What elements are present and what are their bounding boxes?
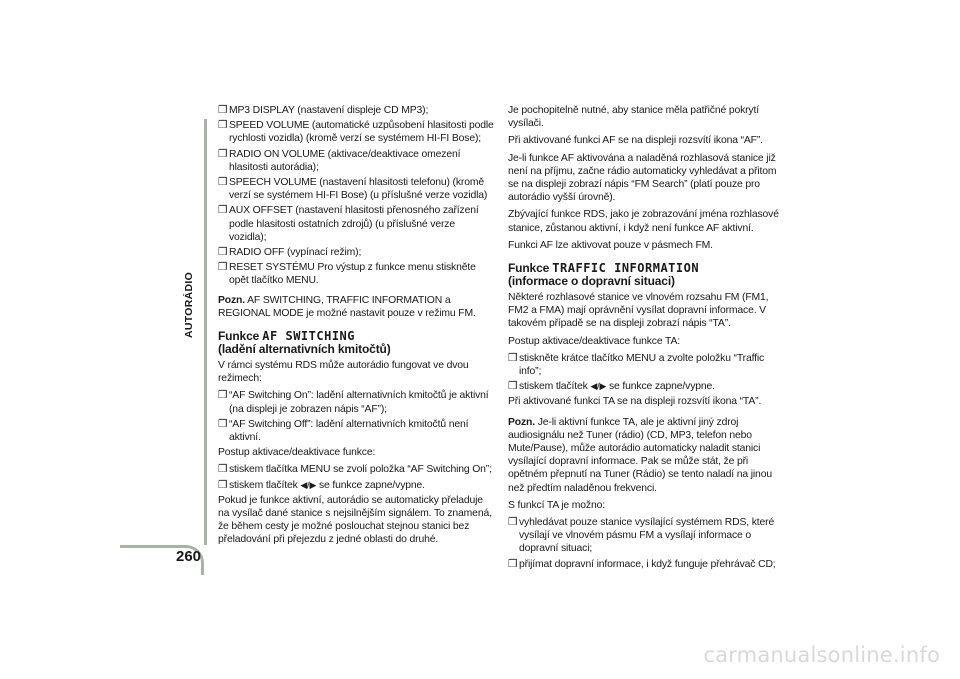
list-item: ❒ stiskněte krátce tlačítko MENU a zvolte položku “Traffic info”; xyxy=(508,352,765,378)
list-item: ❒ přijímat dopravní informace, i když funguje přehrávač CD; xyxy=(508,558,776,570)
watermark: carmanualsonline.info xyxy=(703,643,940,667)
right-column xyxy=(508,104,784,573)
note-paragraph: Pozn. Je-li aktivní funkce TA, ale je aktivní jiný zdroj audiosignálu než Tuner (rádio) (CD, MP3, telefon nebo Mute/Pause), může autorádio automaticky naladit stanici vysílající dopravní informace. Pak se může stát, že při opětném přepnutí na Tuner (Rádio) se tento naladí na jinou než předtím naladěnou frekvenci. xyxy=(508,416,772,494)
checkbox-bullet-icon: ❒ xyxy=(508,558,518,570)
paragraph: Je-li funkce AF aktivována a naladěná rozhlasová stanice již není na příjmu, začne rádio automaticky vyhledávat a přitom se na displeji zobrazí nápis “FM Search” (platí pouze pro autorádio vyšší úrovně). xyxy=(508,152,777,204)
checkbox-bullet-icon: ❒ xyxy=(218,205,228,217)
list-item: ❒ RESET SYSTÉMU Pro výstup z funkce menu stiskněte opět tlačítko MENU. xyxy=(218,262,476,287)
checkbox-bullet-icon: ❒ xyxy=(508,352,518,364)
checkbox-bullet-icon: ❒ xyxy=(218,148,228,160)
list-item: ❒ RADIO ON VOLUME (aktivace/deaktivace omezení hlasitosti autorádia); xyxy=(218,148,461,173)
list-item: ❒ vyhledávat pouze stanice vysílající systémem RDS, které vysílají ve vlnovém pásmu FM a vysílají informace o dopravní situaci; xyxy=(508,517,775,555)
list-item: ❒ AUX OFFSET (nastavení hlasitosti přenosného zařízení podle hlasitosti ostatních zdrojů) (u příslušné verze vozidla); xyxy=(218,205,479,243)
intro-paragraph: V rámci systému RDS může autorádio fungovat ve dvou režimech: xyxy=(218,360,469,385)
checkbox-bullet-icon: ❒ xyxy=(218,177,228,189)
checkbox-bullet-icon: ❒ xyxy=(218,120,228,132)
list-item: ❒ RADIO OFF (vypínací režim); xyxy=(218,247,362,259)
checkbox-bullet-icon: ❒ xyxy=(218,464,228,476)
page-number: 260 xyxy=(176,548,202,565)
list-item: ❒ stiskem tlačítek ◀/▶ se funkce zapne/vypne. xyxy=(508,381,715,393)
checkbox-bullet-icon: ❒ xyxy=(218,262,228,274)
paragraph: Je pochopitelně nutné, aby stanice měla patřičné pokrytí vysílači. xyxy=(508,105,759,130)
list-item: ❒ stiskem tlačítek ◀/▶ se funkce zapne/vypne. xyxy=(218,479,425,491)
checkbox-bullet-icon: ❒ xyxy=(218,390,228,402)
checkbox-bullet-icon: ❒ xyxy=(218,247,228,259)
left-column xyxy=(218,104,494,551)
closing-paragraph: Pokud je funkce aktivní, autorádio se automaticky přeladuje na vysílač dané stanice s nejsilnějším signálem. To znamená, že během cesty je možné poslouchat stejnou stanici bez přeladování při přejezdu z jedné oblasti do druhé. xyxy=(218,494,492,546)
checkbox-bullet-icon: ❒ xyxy=(218,105,228,116)
menu-options-list xyxy=(218,104,494,288)
list-item: ❒ “AF Switching On”: ladění alternativních kmitočtů je aktivní (na displeji je zobrazen nápis “AF”); xyxy=(218,390,489,415)
paragraph: Při aktivované funkci TA se na displeji rozsvítí ikona “TA”. xyxy=(508,396,762,408)
left-right-arrows-icon: ◀/▶ xyxy=(300,479,317,490)
checkbox-bullet-icon: ❒ xyxy=(218,418,228,430)
section-tab: AUTORÁDIO xyxy=(183,271,195,338)
paragraph: S funkcí TA je možno: xyxy=(508,499,605,511)
list-item: ❒ stiskem tlačítka MENU se zvolí položka “AF Switching On”; xyxy=(218,464,492,476)
list-item: ❒ SPEECH VOLUME (nastavení hlasitosti telefonu) (kromě verzí se systémem HI-FI Bose) (u příslušné verze vozidla) xyxy=(218,177,488,202)
checkbox-bullet-icon: ❒ xyxy=(218,479,228,491)
paragraph: Zbývající funkce RDS, jako je zobrazování jména rozhlasové stanice, zůstanou aktivní, i když není funkce AF aktivní. xyxy=(508,209,779,234)
margin-rule xyxy=(204,119,207,545)
list-item: ❒ MP3 DISPLAY (nastavení displeje CD MP3); xyxy=(218,105,429,116)
procedure-label: Postup aktivace/deaktivace funkce: xyxy=(218,447,376,459)
section-heading: Funkce TRAFFIC INFORMATION (informace o dopravní situaci) xyxy=(508,261,700,289)
checkbox-bullet-icon: ❒ xyxy=(508,381,518,393)
paragraph: Při aktivované funkci AF se na displeji rozsvítí ikona “AF”. xyxy=(508,135,763,147)
left-right-arrows-icon: ◀/▶ xyxy=(590,381,607,392)
note-paragraph: Pozn. AF SWITCHING, TRAFFIC INFORMATION a REGIONAL MODE je možné nastavit pouze v režimu FM. xyxy=(218,294,476,319)
list-item: ❒ SPEED VOLUME (automatické uzpůsobení hlasitosti podle rychlosti vozidla) (kromě verzí se systémem HI-FI Bose); xyxy=(218,120,494,145)
paragraph: Některé rozhlasové stanice ve vlnovém rozsahu FM (FM1, FM2 a FMA) mají oprávnění vysílat dopravní informace. V takovém případě se na displeji zobrazí nápis “TA”. xyxy=(508,292,769,330)
procedure-label: Postup aktivace/deaktivace funkce TA: xyxy=(508,335,680,347)
checkbox-bullet-icon: ❒ xyxy=(508,517,518,529)
section-heading: Funkce AF SWITCHING (ladění alternativních kmitočtů) xyxy=(218,329,391,357)
list-item: ❒ “AF Switching Off”: ladění alternativních kmitočtů není aktivní. xyxy=(218,418,469,444)
paragraph: Funkci AF lze aktivovat pouze v pásmech FM. xyxy=(508,239,713,251)
